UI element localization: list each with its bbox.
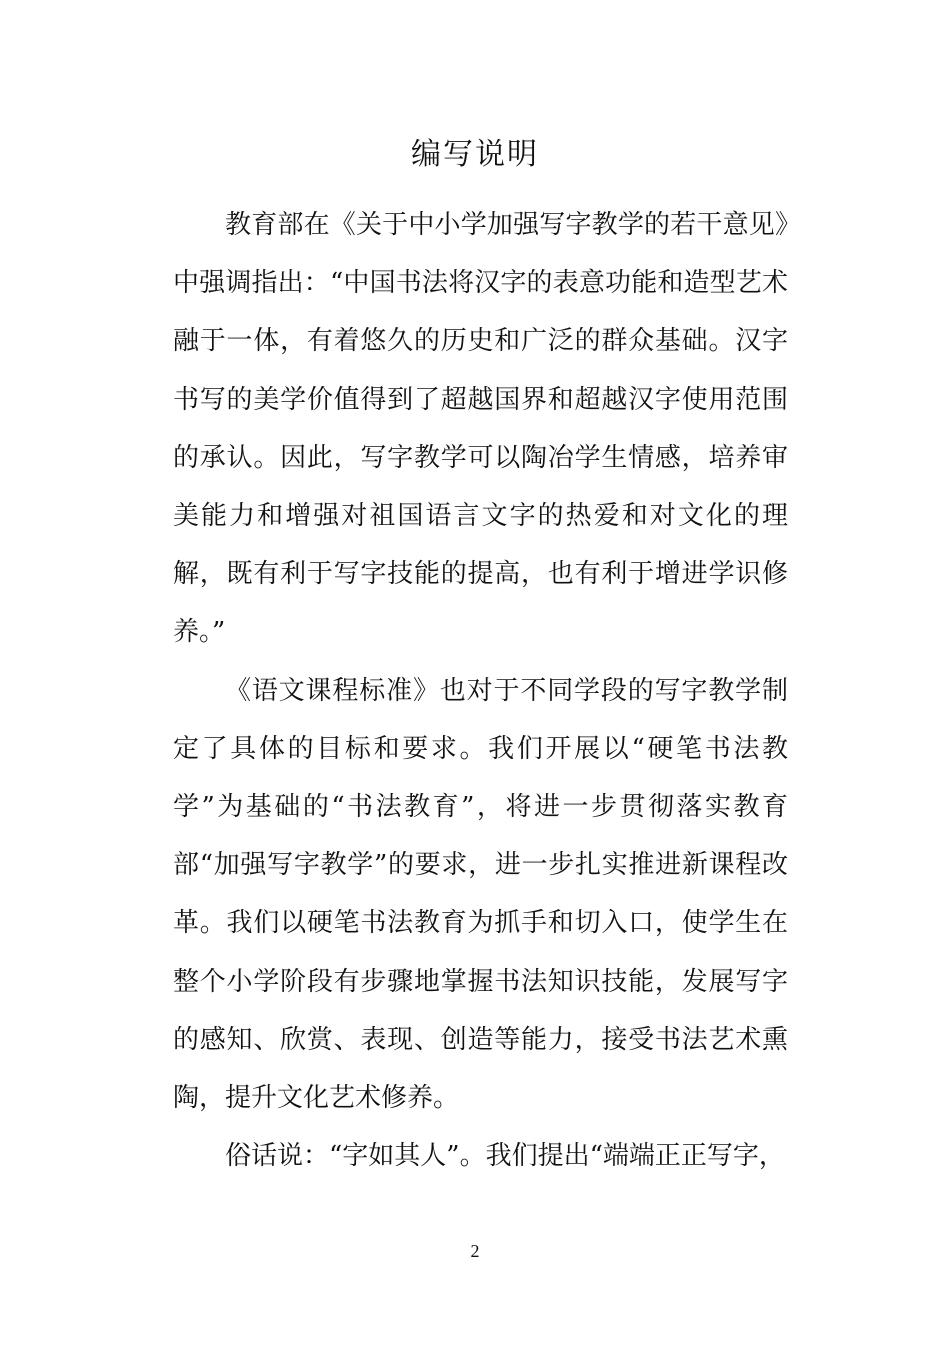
- document-body: [173, 196, 788, 1185]
- page-title: 编写说明: [411, 137, 539, 172]
- paragraph: 俗话说：“字如其人”。我们提出“端端正正写字，: [225, 1141, 785, 1172]
- paragraph: 教育部在《关于中小学加强写字教学的若干意见》中强调指出：“中国书法将汉字的表意功能和造型艺术融于一体，有着悠久的历史和广泛的群众基础。汉字书写的美学价值得到了超越国界和超越汉字使用范围的承认。因此，写字教学可以陶冶学生情感，培养审美能力和增强对祖国语言文字的热爱和对文化的理解，既有利于写字技能的提高，也有利于增进学识修养。”: [173, 210, 788, 648]
- paragraph: 《语文课程标准》也对于不同学段的写字教学制定了具体的目标和要求。我们开展以“硬笔书法教学”为基础的“书法教育”，将进一步贯彻落实教育部“加强写字教学”的要求，进一步扎实推进新课程改革。我们以硬笔书法教育为抓手和切入口，使学生在整个小学阶段有步骤地掌握书法知识技能，发展写字的感知、欣赏、表现、创造等能力，接受书法艺术熏陶，提升文化艺术修养。: [173, 675, 788, 1114]
- page-number: 2: [470, 1241, 480, 1261]
